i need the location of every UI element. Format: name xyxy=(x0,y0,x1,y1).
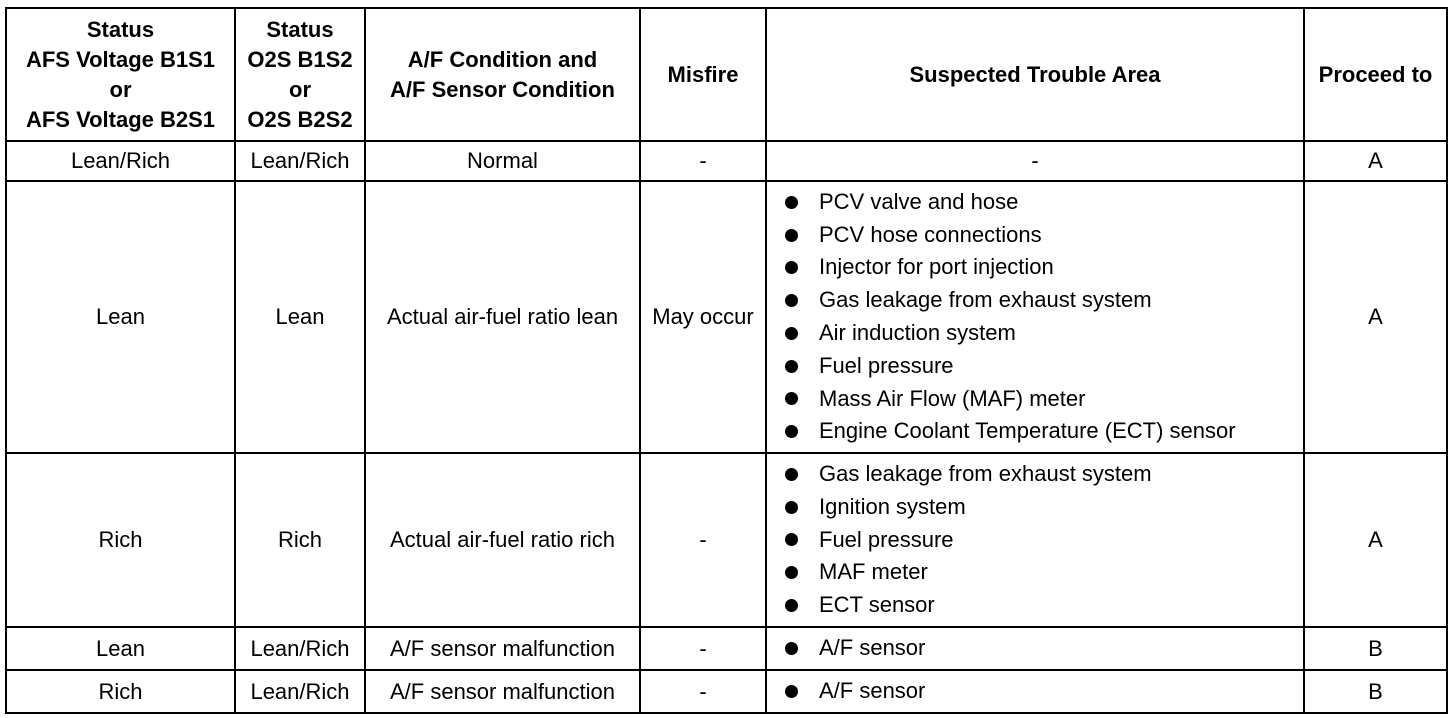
cell-condition: Normal xyxy=(365,141,640,181)
list-item: Injector for port injection xyxy=(785,251,1301,284)
cell-condition: Actual air-fuel ratio lean xyxy=(365,181,640,453)
table-row xyxy=(6,181,1447,453)
bullet-icon xyxy=(785,642,798,655)
cell-condition: Actual air-fuel ratio rich xyxy=(365,453,640,627)
cell-o2s: Lean/Rich xyxy=(235,670,365,713)
area-list xyxy=(785,186,1301,448)
list-item: Fuel pressure xyxy=(785,524,1301,557)
cell-o2s: Lean/Rich xyxy=(235,141,365,181)
cell-misfire: - xyxy=(640,627,766,670)
cell-o2s: Lean/Rich xyxy=(235,627,365,670)
bullet-icon xyxy=(785,360,798,373)
cell-afs: Rich xyxy=(6,453,235,627)
list-item: Gas leakage from exhaust system xyxy=(785,284,1301,317)
bullet-icon xyxy=(785,501,798,514)
header-row xyxy=(6,8,1447,141)
bullet-icon xyxy=(785,566,798,579)
bullet-icon xyxy=(785,533,798,546)
table-row xyxy=(6,627,1447,670)
cell-o2s: Rich xyxy=(235,453,365,627)
cell-area xyxy=(766,181,1304,453)
table-row xyxy=(6,453,1447,627)
area-list xyxy=(785,675,1301,708)
cell-proceed: B xyxy=(1304,627,1447,670)
cell-o2s: Lean xyxy=(235,181,365,453)
list-item: MAF meter xyxy=(785,556,1301,589)
cell-afs: Rich xyxy=(6,670,235,713)
bullet-icon xyxy=(785,294,798,307)
cell-misfire: - xyxy=(640,141,766,181)
list-item: Mass Air Flow (MAF) meter xyxy=(785,383,1301,416)
cell-proceed: A xyxy=(1304,141,1447,181)
bullet-icon xyxy=(785,392,798,405)
header-misfire: Misfire xyxy=(640,8,766,141)
list-item: A/F sensor xyxy=(785,632,1301,665)
cell-proceed: A xyxy=(1304,181,1447,453)
list-item: Fuel pressure xyxy=(785,350,1301,383)
cell-misfire: May occur xyxy=(640,181,766,453)
bullet-icon xyxy=(785,229,798,242)
table-row xyxy=(6,670,1447,713)
bullet-icon xyxy=(785,685,798,698)
header-proceed-to: Proceed to xyxy=(1304,8,1447,141)
cell-area xyxy=(766,627,1304,670)
table-row xyxy=(6,141,1447,181)
cell-condition: A/F sensor malfunction xyxy=(365,627,640,670)
cell-area xyxy=(766,670,1304,713)
header-suspected-area: Suspected Trouble Area xyxy=(766,8,1304,141)
cell-proceed: B xyxy=(1304,670,1447,713)
table-container xyxy=(5,7,1446,712)
list-item: Ignition system xyxy=(785,491,1301,524)
cell-proceed: A xyxy=(1304,453,1447,627)
list-item: PCV valve and hose xyxy=(785,186,1301,219)
bullet-icon xyxy=(785,599,798,612)
area-list xyxy=(785,632,1301,665)
list-item: A/F sensor xyxy=(785,675,1301,708)
list-item: Engine Coolant Temperature (ECT) sensor xyxy=(785,415,1301,448)
cell-area xyxy=(766,453,1304,627)
cell-misfire: - xyxy=(640,453,766,627)
bullet-icon xyxy=(785,196,798,209)
header-o2s: Status O2S B1S2 or O2S B2S2 xyxy=(235,8,365,141)
bullet-icon xyxy=(785,327,798,340)
list-item: Gas leakage from exhaust system xyxy=(785,458,1301,491)
cell-condition: A/F sensor malfunction xyxy=(365,670,640,713)
list-item: ECT sensor xyxy=(785,589,1301,622)
list-item: PCV hose connections xyxy=(785,219,1301,252)
cell-afs: Lean xyxy=(6,181,235,453)
cell-misfire: - xyxy=(640,670,766,713)
header-condition: A/F Condition and A/F Sensor Condition xyxy=(365,8,640,141)
header-afs-voltage: Status AFS Voltage B1S1 or AFS Voltage B2S1 xyxy=(6,8,235,141)
bullet-icon xyxy=(785,425,798,438)
bullet-icon xyxy=(785,468,798,481)
bullet-icon xyxy=(785,261,798,274)
cell-area: - xyxy=(766,141,1304,181)
cell-afs: Lean/Rich xyxy=(6,141,235,181)
cell-afs: Lean xyxy=(6,627,235,670)
trouble-table xyxy=(5,7,1448,714)
area-list xyxy=(785,458,1301,622)
list-item: Air induction system xyxy=(785,317,1301,350)
